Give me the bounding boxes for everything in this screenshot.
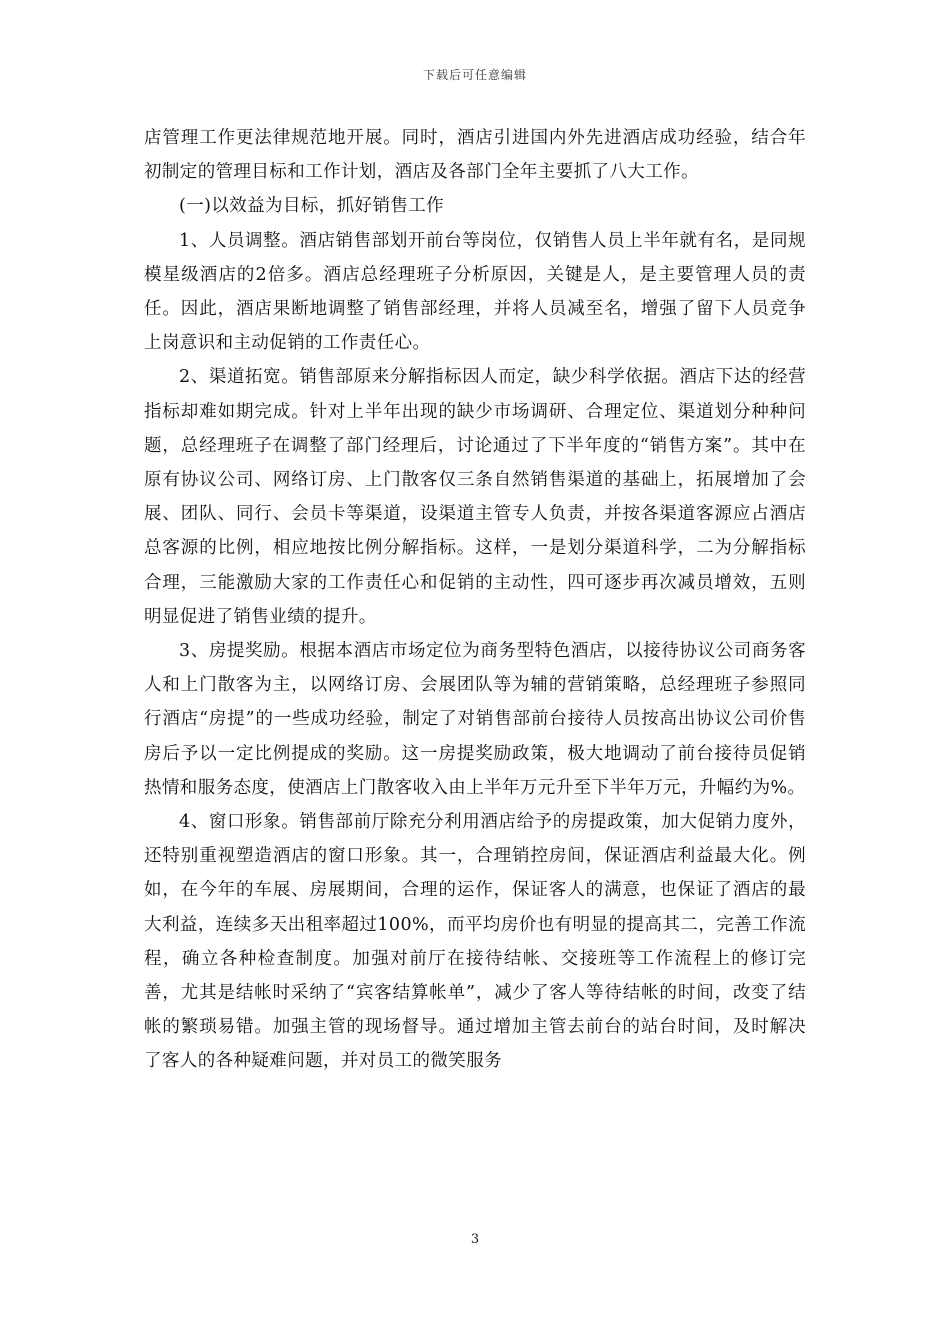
paragraph-channels: 2、渠道拓宽。销售部原来分解指标因人而定，缺少科学依据。酒店下达的经营指标却难如期完成。针对上半年出现的缺少市场调研、合理定位、渠道划分种种问题，总经理班子在调整了部门经理后，讨论通过了下半年度的“销售方案”。其中在原有协议公司、网络订房、上门散客仅三条自然销售渠道的基础上，拓展增加了会展、团队、同行、会员卡等渠道，设渠道主管专人负责，并按各渠道客源应占酒店总客源的比例，相应地按比例分解指标。这样，一是划分渠道科学，二为分解指标合理，三能激励大家的工作责任心和促销的主动性，四可逐步再次减员增效，五则明显促进了销售业绩的提升。 bbox=[144, 367, 806, 627]
paragraph-personnel: 1、人员调整。酒店销售部划开前台等岗位，仅销售人员上半年就有名，是同规模星级酒店的2倍多。酒店总经理班子分析原因，关键是人，是主要管理人员的责任。因此，酒店果断地调整了销售部经理，并将人员减至名，增强了留下人员竞争上岗意识和主动促销的工作责任心。 bbox=[144, 230, 806, 354]
paragraph-commission: 3、房提奖励。根据本酒店市场定位为商务型特色酒店，以接待协议公司商务客人和上门散客为主，以网络订房、会展团队等为辅的营销策略，总经理班子参照同行酒店“房提”的一些成功经验，制定了对销售部前台接待人员按高出协议公司价售房后予以一定比例提成的奖励。这一房提奖励政策，极大地调动了前台接待员促销热情和服务态度，使酒店上门散客收入由上半年万元升至下半年万元，升幅约为%。 bbox=[144, 641, 806, 798]
document-body bbox=[144, 121, 806, 1079]
page-number: 3 bbox=[470, 1232, 480, 1247]
paragraph-1: 店管理工作更法律规范地开展。同时，酒店引进国内外先进酒店成功经验，结合年初制定的管理目标和工作计划，酒店及各部门全年主要抓了八大工作。 bbox=[144, 128, 806, 183]
section-heading: (一)以效益为目标，抓好销售工作 bbox=[179, 196, 445, 217]
paragraph-window-image: 4、窗口形象。销售部前厅除充分利用酒店给予的房提政策，加大促销力度外，还特别重视塑造酒店的窗口形象。其一，合理销控房间，保证酒店利益最大化。例如，在今年的车展、房展期间，合理的运作，保证客人的满意，也保证了酒店的最大利益，连续多天出租率超过100%，而平均房价也有明显的提高其二，完善工作流程，确立各种检查制度。加强对前厅在接待结帐、交接班等工作流程上的修订完善，尤其是结帐时采纳了“宾客结算帐单”，减少了客人等待结帐的时间，改变了结帐的繁琐易错。加强主管的现场督导。通过增加主管去前台的站台时间，及时解决了客人的各种疑难问题，并对员工的微笑服务 bbox=[144, 812, 806, 1072]
page-header: 下载后可任意编辑 bbox=[422, 68, 527, 82]
